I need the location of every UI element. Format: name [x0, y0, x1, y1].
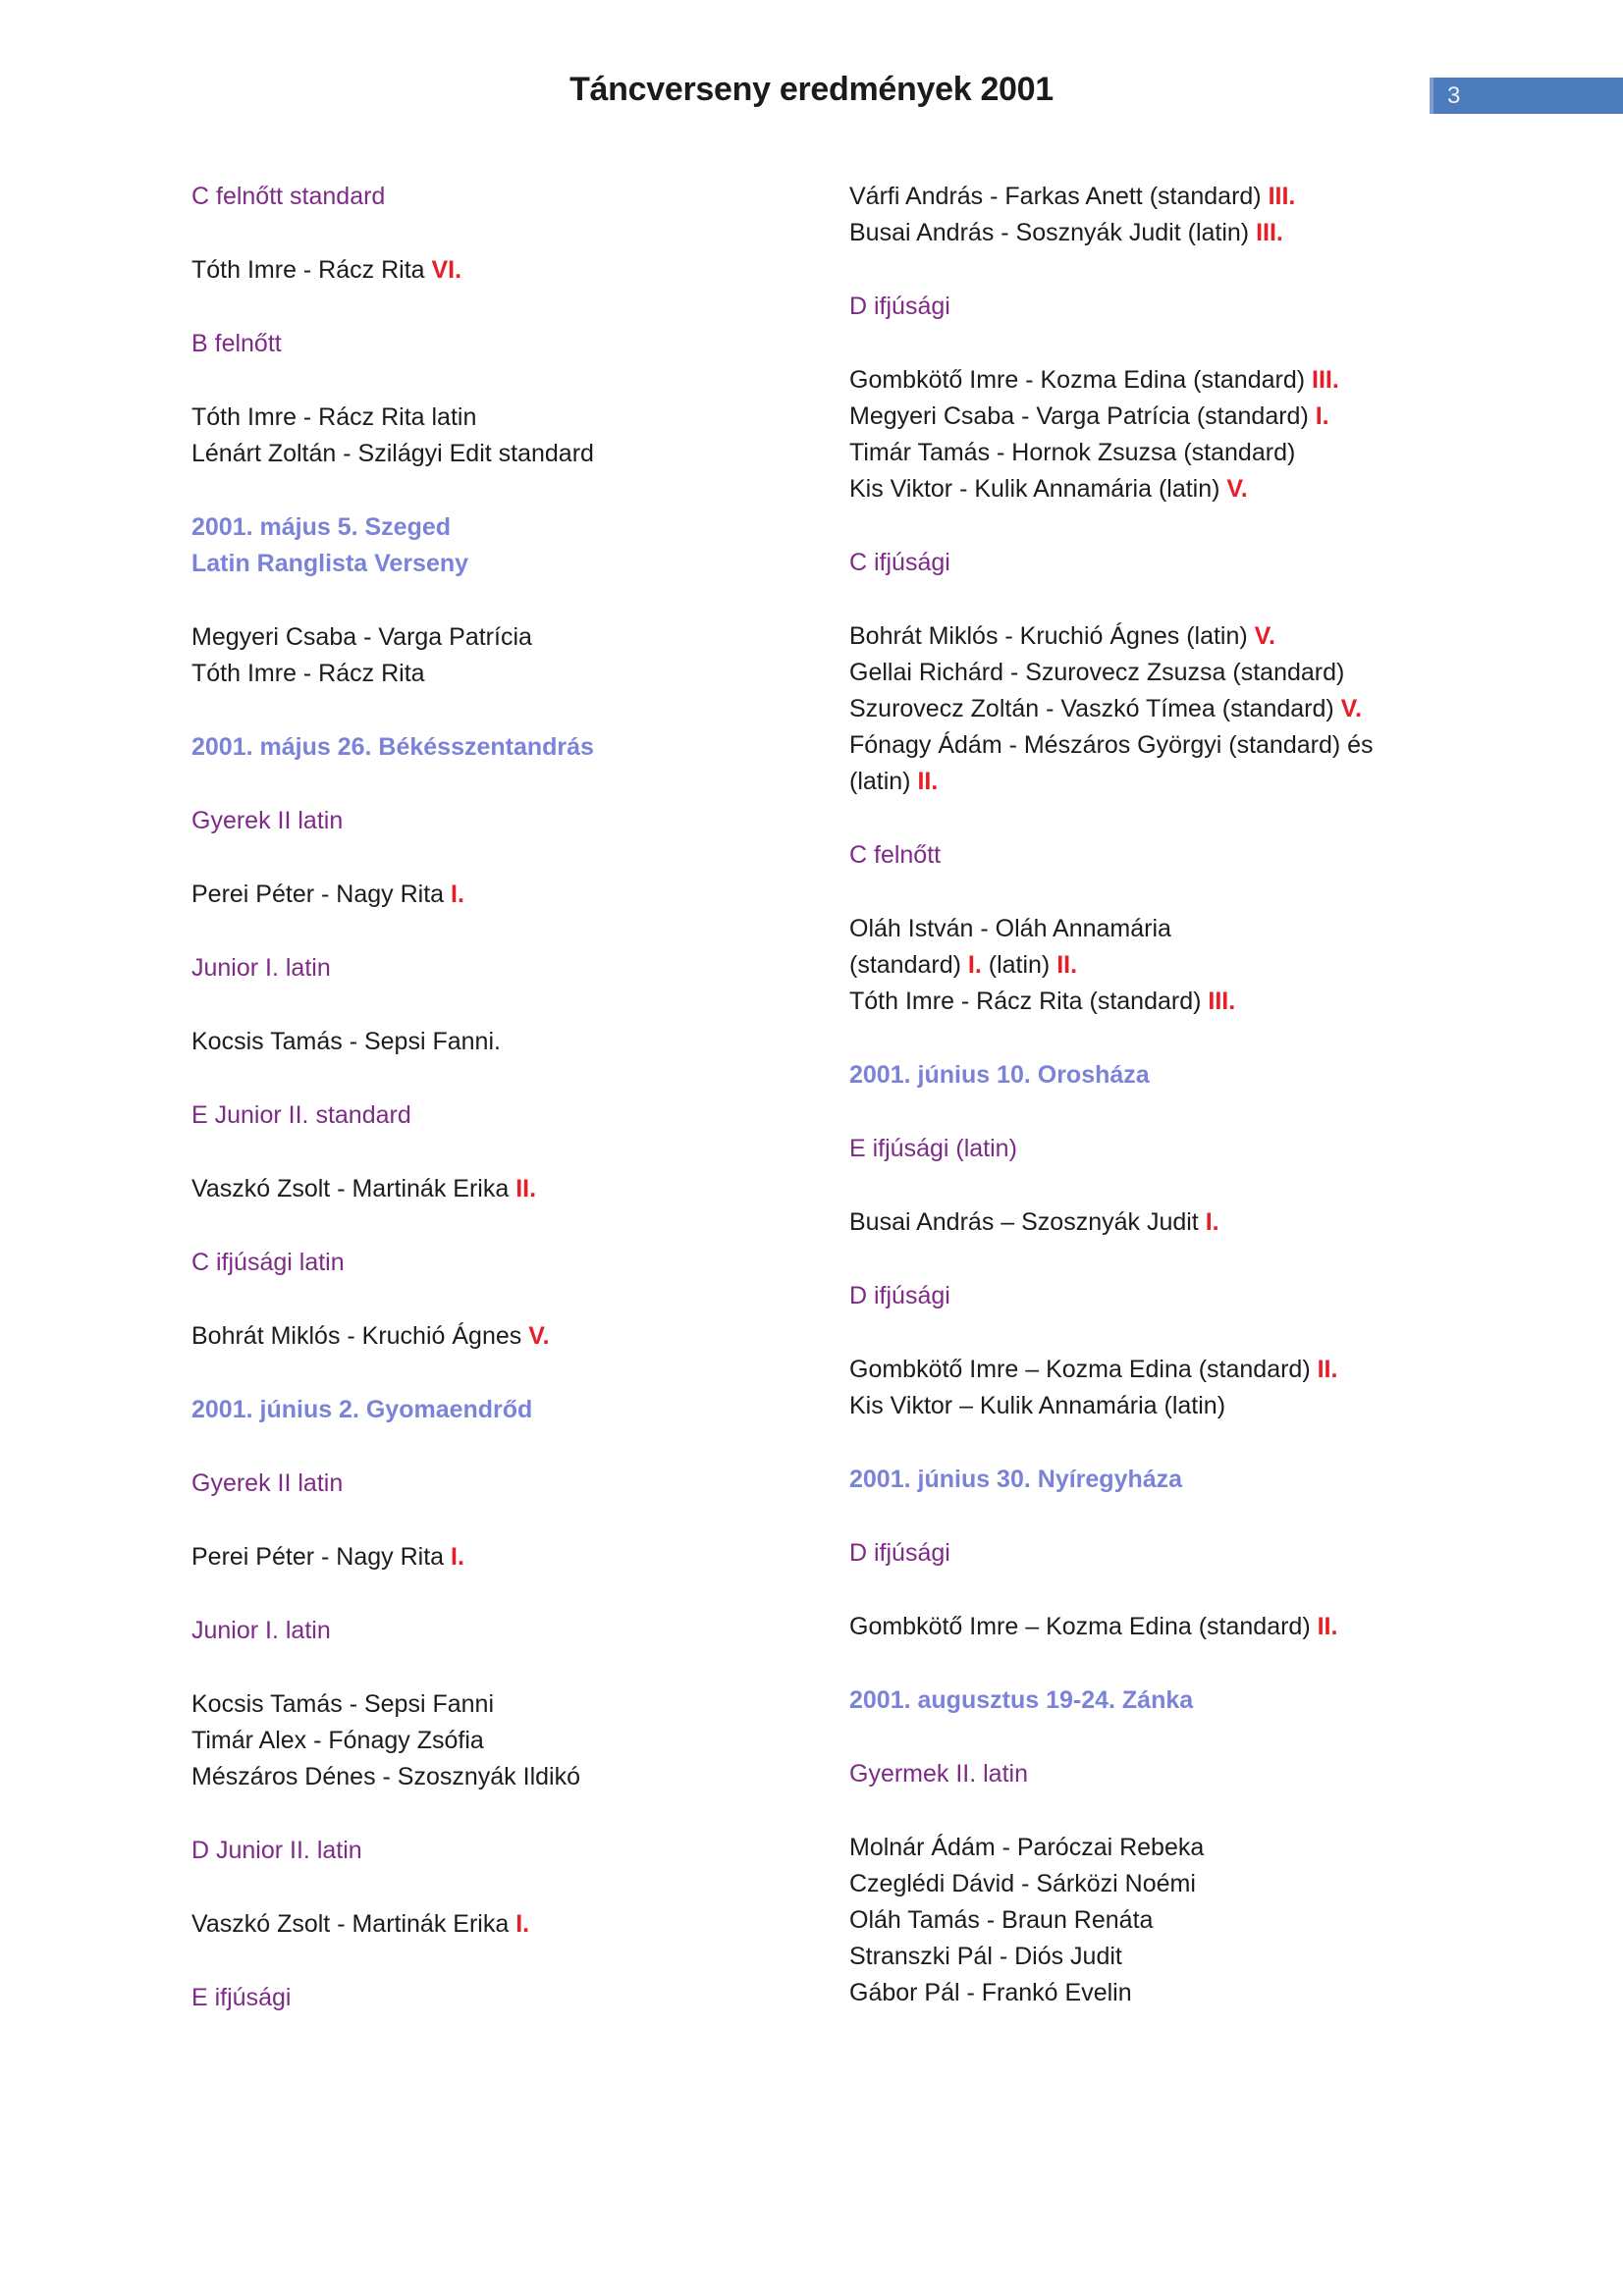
text-line: [191, 546, 844, 582]
category-heading: [849, 1131, 1596, 1167]
text-segment: Busai András - Sosznyák Judit (latin): [849, 219, 1257, 246]
text-line: [849, 1278, 1596, 1314]
text-line: [849, 435, 1596, 471]
text-line: [849, 1756, 1596, 1792]
text-segment: E ifjúsági: [191, 1984, 292, 2011]
category-heading: [191, 950, 844, 987]
text-line: [849, 655, 1596, 691]
text-segment: Szurovecz Zoltán - Vaszkó Tímea (standard): [849, 695, 1341, 722]
text-line: [849, 362, 1596, 399]
text-line: [191, 326, 844, 362]
text-segment: Gyerek II latin: [191, 807, 344, 834]
text-segment: Bohrát Miklós - Kruchió Ágnes (latin): [849, 622, 1255, 650]
page-title: Táncverseny eredmények 2001: [569, 71, 1054, 108]
text-line: [849, 618, 1596, 655]
text-segment: Oláh István - Oláh Annamária: [849, 915, 1171, 942]
placement-result: II.: [1317, 1356, 1338, 1383]
page-number: 3: [1447, 81, 1461, 109]
text-segment: (latin): [849, 768, 918, 795]
text-line: [849, 179, 1596, 215]
text-segment: B felnőtt: [191, 330, 282, 357]
result-paragraph: [191, 1024, 844, 1060]
category-heading: [849, 1278, 1596, 1314]
category-heading: [849, 289, 1596, 325]
text-segment: Timár Alex - Fónagy Zsófia: [191, 1727, 484, 1754]
text-line: [191, 179, 844, 215]
result-paragraph: [849, 911, 1596, 1020]
text-segment: Tóth Imre - Rácz Rita latin: [191, 403, 477, 431]
text-segment: 2001. augusztus 19-24. Zánka: [849, 1686, 1194, 1714]
category-heading: [191, 1245, 844, 1281]
text-line: [191, 1980, 844, 2016]
text-line: [849, 1352, 1596, 1388]
result-paragraph: [849, 1609, 1596, 1645]
date-heading: [191, 729, 844, 766]
text-line: [849, 691, 1596, 727]
placement-result: II.: [1056, 951, 1078, 979]
text-segment: Gábor Pál - Frankó Evelin: [849, 1979, 1132, 2006]
text-segment: Kis Viktor - Kulik Annamária (latin): [849, 475, 1227, 503]
placement-result: III.: [1208, 988, 1236, 1015]
text-segment: Lénárt Zoltán - Szilágyi Edit standard: [191, 440, 594, 467]
text-segment: Gombkötő Imre – Kozma Edina (standard): [849, 1613, 1318, 1640]
date-heading: [191, 1392, 844, 1428]
text-line: [849, 289, 1596, 325]
placement-result: V.: [1340, 695, 1362, 722]
text-line: [849, 545, 1596, 581]
text-line: [191, 1392, 844, 1428]
text-line: [191, 729, 844, 766]
text-line: [849, 764, 1596, 800]
left-column: [191, 179, 844, 2054]
text-line: [849, 1131, 1596, 1167]
text-line: [191, 1097, 844, 1134]
text-line: [191, 1024, 844, 1060]
placement-result: V.: [1226, 475, 1248, 503]
category-heading: [191, 1466, 844, 1502]
text-segment: Junior I. latin: [191, 1617, 331, 1644]
text-segment: D ifjúsági: [849, 293, 950, 320]
placement-result: I.: [967, 951, 982, 979]
text-line: [191, 436, 844, 472]
result-paragraph: [191, 1318, 844, 1355]
text-line: [191, 252, 844, 289]
text-line: [849, 1939, 1596, 1975]
text-segment: C ifjúsági latin: [191, 1249, 345, 1276]
text-line: [191, 1613, 844, 1649]
text-segment: D ifjúsági: [849, 1539, 950, 1567]
text-segment: Kis Viktor – Kulik Annamária (latin): [849, 1392, 1226, 1419]
text-line: [849, 1975, 1596, 2011]
text-line: [191, 1759, 844, 1795]
text-line: [191, 1833, 844, 1869]
page-number-bar: [1430, 78, 1623, 114]
text-segment: Tóth Imre - Rácz Rita (standard): [849, 988, 1209, 1015]
text-segment: D ifjúsági: [849, 1282, 950, 1309]
text-segment: Latin Ranglista Verseny: [191, 550, 469, 577]
text-line: [191, 1245, 844, 1281]
category-heading: [191, 1097, 844, 1134]
text-line: [849, 911, 1596, 947]
placement-result: II.: [917, 768, 939, 795]
text-line: [191, 803, 844, 839]
text-segment: D Junior II. latin: [191, 1837, 362, 1864]
category-heading: [849, 1756, 1596, 1792]
text-segment: Mészáros Dénes - Szosznyák Ildikó: [191, 1763, 580, 1790]
text-line: [849, 215, 1596, 251]
result-paragraph: [849, 1204, 1596, 1241]
text-segment: E ifjúsági (latin): [849, 1135, 1017, 1162]
text-line: [191, 619, 844, 656]
text-line: [191, 1318, 844, 1355]
category-heading: [191, 1833, 844, 1869]
text-segment: 2001. június 2. Gyomaendrőd: [191, 1396, 533, 1423]
text-line: [191, 400, 844, 436]
text-segment: C felnőtt standard: [191, 183, 386, 210]
date-heading: [849, 1057, 1596, 1094]
right-column: [849, 179, 1596, 2049]
result-paragraph: [849, 179, 1596, 251]
text-line: [191, 656, 844, 692]
result-paragraph: [191, 252, 844, 289]
text-segment: E Junior II. standard: [191, 1101, 411, 1129]
category-heading: [191, 803, 844, 839]
text-line: [191, 509, 844, 546]
placement-result: II.: [515, 1175, 537, 1202]
text-segment: Vaszkó Zsolt - Martinák Erika: [191, 1175, 516, 1202]
result-paragraph: [191, 1686, 844, 1795]
text-line: [191, 1723, 844, 1759]
text-segment: Gyermek II. latin: [849, 1760, 1028, 1788]
text-segment: Gellai Richárd - Szurovecz Zsuzsa (standard): [849, 659, 1345, 686]
text-line: [191, 1171, 844, 1207]
text-segment: Gyerek II latin: [191, 1469, 344, 1497]
text-segment: 2001. június 10. Orosháza: [849, 1061, 1150, 1089]
text-line: [849, 1535, 1596, 1572]
category-heading: [191, 1980, 844, 2016]
text-line: [849, 727, 1596, 764]
placement-result: I.: [1315, 402, 1329, 430]
text-line: [849, 1057, 1596, 1094]
category-heading: [849, 545, 1596, 581]
text-segment: Perei Péter - Nagy Rita: [191, 881, 451, 908]
result-paragraph: [191, 1539, 844, 1575]
result-paragraph: [191, 400, 844, 472]
text-line: [191, 1906, 844, 1943]
text-line: [191, 950, 844, 987]
category-heading: [849, 837, 1596, 874]
text-segment: Fónagy Ádám - Mészáros Györgyi (standard) és: [849, 731, 1374, 759]
text-segment: Megyeri Csaba - Varga Patrícia (standard): [849, 402, 1316, 430]
text-line: [849, 1462, 1596, 1498]
text-segment: 2001. június 30. Nyíregyháza: [849, 1466, 1183, 1493]
text-segment: Bohrát Miklós - Kruchió Ágnes: [191, 1322, 529, 1350]
result-paragraph: [849, 618, 1596, 800]
placement-result: I.: [1205, 1208, 1219, 1236]
text-segment: Várfi András - Farkas Anett (standard): [849, 183, 1269, 210]
result-paragraph: [191, 619, 844, 692]
result-paragraph: [191, 877, 844, 913]
text-segment: Czeglédi Dávid - Sárközi Noémi: [849, 1870, 1196, 1897]
result-paragraph: [849, 362, 1596, 507]
text-segment: Megyeri Csaba - Varga Patrícia: [191, 623, 532, 651]
text-line: [191, 1466, 844, 1502]
text-segment: (standard): [849, 951, 968, 979]
text-segment: Junior I. latin: [191, 954, 331, 982]
placement-result: V.: [528, 1322, 550, 1350]
text-line: [191, 877, 844, 913]
result-paragraph: [191, 1906, 844, 1943]
text-line: [849, 1204, 1596, 1241]
text-segment: Perei Péter - Nagy Rita: [191, 1543, 451, 1571]
result-paragraph: [849, 1352, 1596, 1424]
placement-result: I.: [451, 1543, 464, 1571]
placement-result: V.: [1254, 622, 1275, 650]
text-segment: C felnőtt: [849, 841, 942, 869]
text-segment: Kocsis Tamás - Sepsi Fanni: [191, 1690, 494, 1718]
text-line: [849, 984, 1596, 1020]
text-segment: (latin): [981, 951, 1057, 979]
placement-result: II.: [1317, 1613, 1338, 1640]
category-heading: [849, 1535, 1596, 1572]
text-segment: Kocsis Tamás - Sepsi Fanni.: [191, 1028, 501, 1055]
placement-result: I.: [515, 1910, 530, 1938]
text-segment: Tóth Imre - Rácz Rita: [191, 660, 425, 687]
result-paragraph: [191, 1171, 844, 1207]
text-segment: Stranszki Pál - Diós Judit: [849, 1943, 1122, 1970]
text-line: [849, 1902, 1596, 1939]
text-segment: Busai András – Szosznyák Judit: [849, 1208, 1206, 1236]
placement-result: VI.: [431, 256, 462, 284]
text-line: [849, 1866, 1596, 1902]
placement-result: III.: [1268, 183, 1296, 210]
category-heading: [191, 1613, 844, 1649]
text-line: [191, 1539, 844, 1575]
text-line: [191, 1686, 844, 1723]
text-line: [849, 947, 1596, 984]
text-line: [849, 1830, 1596, 1866]
text-segment: Gombkötő Imre - Kozma Edina (standard): [849, 366, 1313, 394]
date-heading: [849, 1682, 1596, 1719]
text-line: [849, 837, 1596, 874]
text-segment: 2001. május 5. Szeged: [191, 513, 452, 541]
text-segment: C ifjúsági: [849, 549, 950, 576]
date-heading: [191, 509, 844, 582]
text-line: [849, 471, 1596, 507]
placement-result: I.: [451, 881, 464, 908]
category-heading: [191, 179, 844, 215]
text-line: [849, 1682, 1596, 1719]
result-paragraph: [849, 1830, 1596, 2011]
category-heading: [191, 326, 844, 362]
placement-result: III.: [1312, 366, 1339, 394]
text-segment: 2001. május 26. Békésszentandrás: [191, 733, 594, 761]
text-segment: Tóth Imre - Rácz Rita: [191, 256, 432, 284]
text-segment: Timár Tamás - Hornok Zsuzsa (standard): [849, 439, 1296, 466]
text-segment: Gombkötő Imre – Kozma Edina (standard): [849, 1356, 1318, 1383]
date-heading: [849, 1462, 1596, 1498]
text-line: [849, 399, 1596, 435]
text-line: [849, 1388, 1596, 1424]
text-line: [849, 1609, 1596, 1645]
text-segment: Vaszkó Zsolt - Martinák Erika: [191, 1910, 516, 1938]
placement-result: III.: [1256, 219, 1283, 246]
text-segment: Oláh Tamás - Braun Renáta: [849, 1906, 1154, 1934]
text-segment: Molnár Ádám - Paróczai Rebeka: [849, 1834, 1205, 1861]
